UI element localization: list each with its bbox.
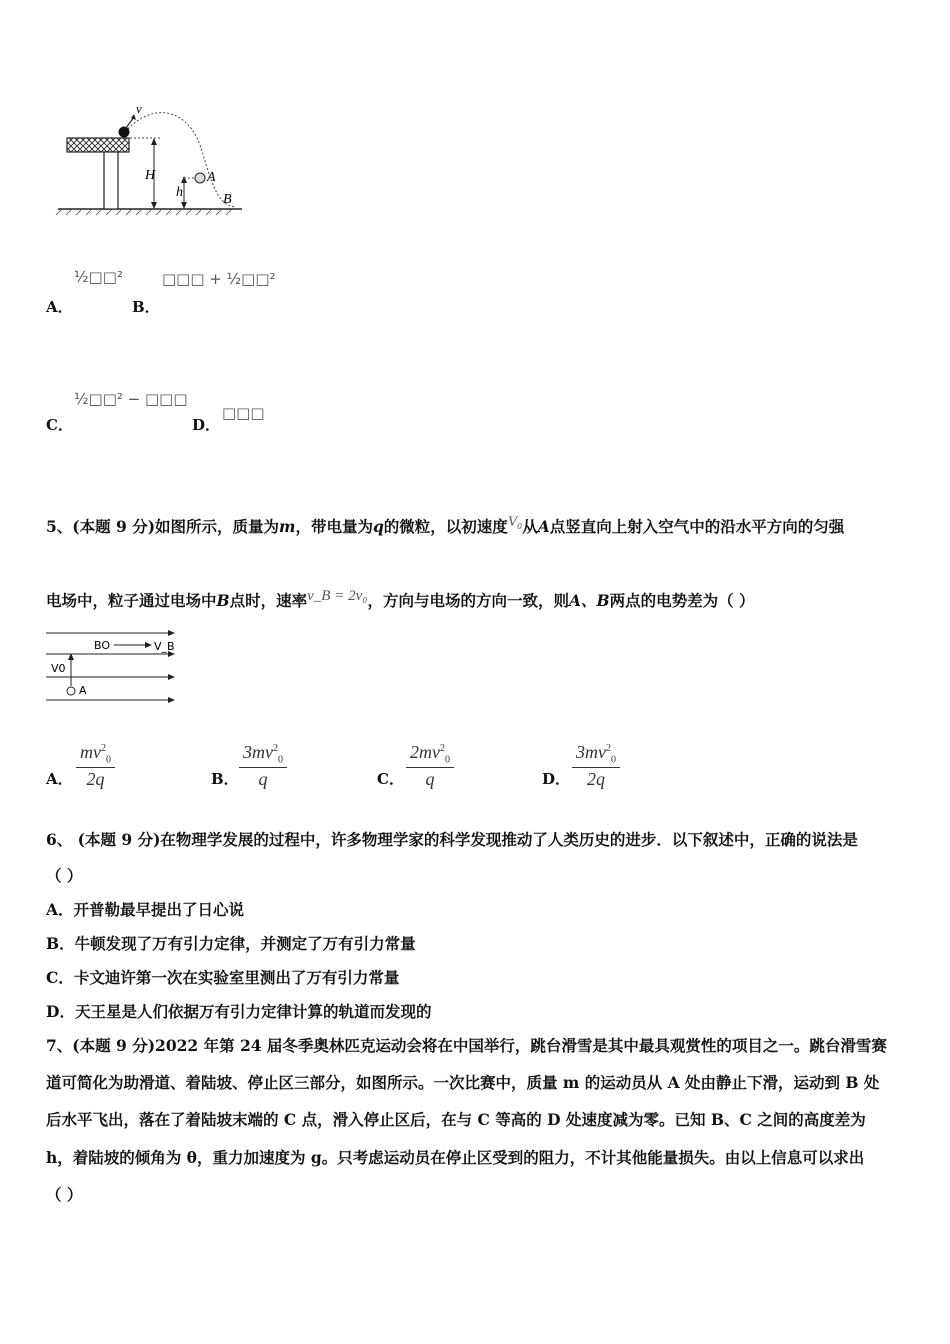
field-VB-label: V_B (154, 640, 175, 653)
q4-option-a-expr: ½□□² (74, 268, 123, 286)
A-label: A (207, 170, 216, 185)
q6-option-a[interactable]: A．开普勒最早提出了日心说 (46, 900, 245, 919)
electric-field-figure (44, 628, 180, 710)
q5-option-a-fraction: $\frac{mv^2_0}{2q}$ (76, 742, 115, 790)
q6-option-c[interactable]: C．卡文迪许第一次在实验室里测出了万有引力常量 (46, 968, 400, 987)
q5-stem-line2: 电场中，粒子通过电场中B点时，速率$^{v\_B = 2v_0}$，方向与电场的方向一致，则A、B两点的电势差为（ ） (46, 588, 755, 611)
q4-option-c[interactable]: C． (46, 416, 73, 434)
q4-option-b-expr: □□□ + ½□□² (162, 270, 276, 288)
field-A-label: A (79, 684, 87, 697)
q5-stem-line1: 5、(本题 9 分)如图所示，质量为m，带电量为q的微粒，以初速度$^{V_0}$从A点竖直向上射入空气中的沿水平方向的匀强 (46, 514, 845, 537)
velocity-label: v (136, 101, 142, 116)
q5-option-d[interactable]: D． (542, 770, 571, 788)
q5-option-b[interactable]: B． (211, 770, 239, 788)
q6-paren: （ ） (46, 866, 83, 885)
q6-stem: 6、 (本题 9 分)在物理学发展的过程中，许多物理学家的科学发现推动了人类历史的进步．以下叙述中，正确的说法是 (46, 830, 858, 849)
v0-symbol: V₀ (507, 514, 523, 530)
q7-line-2: 道可简化为助滑道、着陆坡、停止区三部分，如图所示。一次比赛中，质量 m 的运动员从 A 处由静止下滑，运动到 B 处 (46, 1073, 880, 1092)
B-label: B (223, 192, 232, 207)
q5-option-d-fraction: $\frac{3mv^2_0}{2q}$ (572, 742, 620, 790)
q6-option-d[interactable]: D．天王星是人们依据万有引力定律计算的轨道而发现的 (46, 1002, 432, 1021)
q7-line-3: 后水平飞出，落在了着陆坡末端的 C 点，滑入停止区后，在与 C 等高的 D 处速度减为零。已知 B、C 之间的高度差为 (46, 1110, 866, 1129)
H-label: H (145, 168, 156, 183)
h-label: h (176, 185, 183, 200)
q7-line-1: 7、(本题 9 分)2022 年第 24 届冬季奥林匹克运动会将在中国举行，跳台滑雪是其中最具观赏性的项目之一。跳台滑雪赛 (46, 1036, 887, 1055)
q7-line-4: h，着陆坡的倾角为 θ，重力加速度为 g。只考虑运动员在停止区受到的阻力，不计其他能量损失。由以上信息可以求出 (46, 1148, 865, 1167)
q4-option-c-expr: ½□□² − □□□ (74, 390, 188, 408)
q6-option-b[interactable]: B．牛顿发现了万有引力定律，并测定了万有引力常量 (46, 934, 416, 953)
q4-option-b[interactable]: B． (132, 298, 160, 316)
q5-option-c-fraction: $\frac{2mv^2_0}{q}$ (406, 742, 454, 790)
q5-option-c[interactable]: C． (377, 770, 404, 788)
projectile-figure (50, 95, 250, 220)
q5-option-b-fraction: $\frac{3mv^2_0}{q}$ (239, 742, 287, 790)
field-V0-label: V0 (51, 662, 66, 675)
q5-option-a[interactable]: A． (46, 770, 73, 788)
q4-option-a[interactable]: A． (46, 298, 73, 316)
q7-paren: （ ） (46, 1185, 83, 1204)
vb-equation: v_B = 2v₀ (307, 588, 368, 604)
q4-option-d-expr: □□□ (222, 404, 265, 422)
q4-option-d[interactable]: D． (192, 416, 221, 434)
field-B-label: BO (94, 639, 111, 652)
